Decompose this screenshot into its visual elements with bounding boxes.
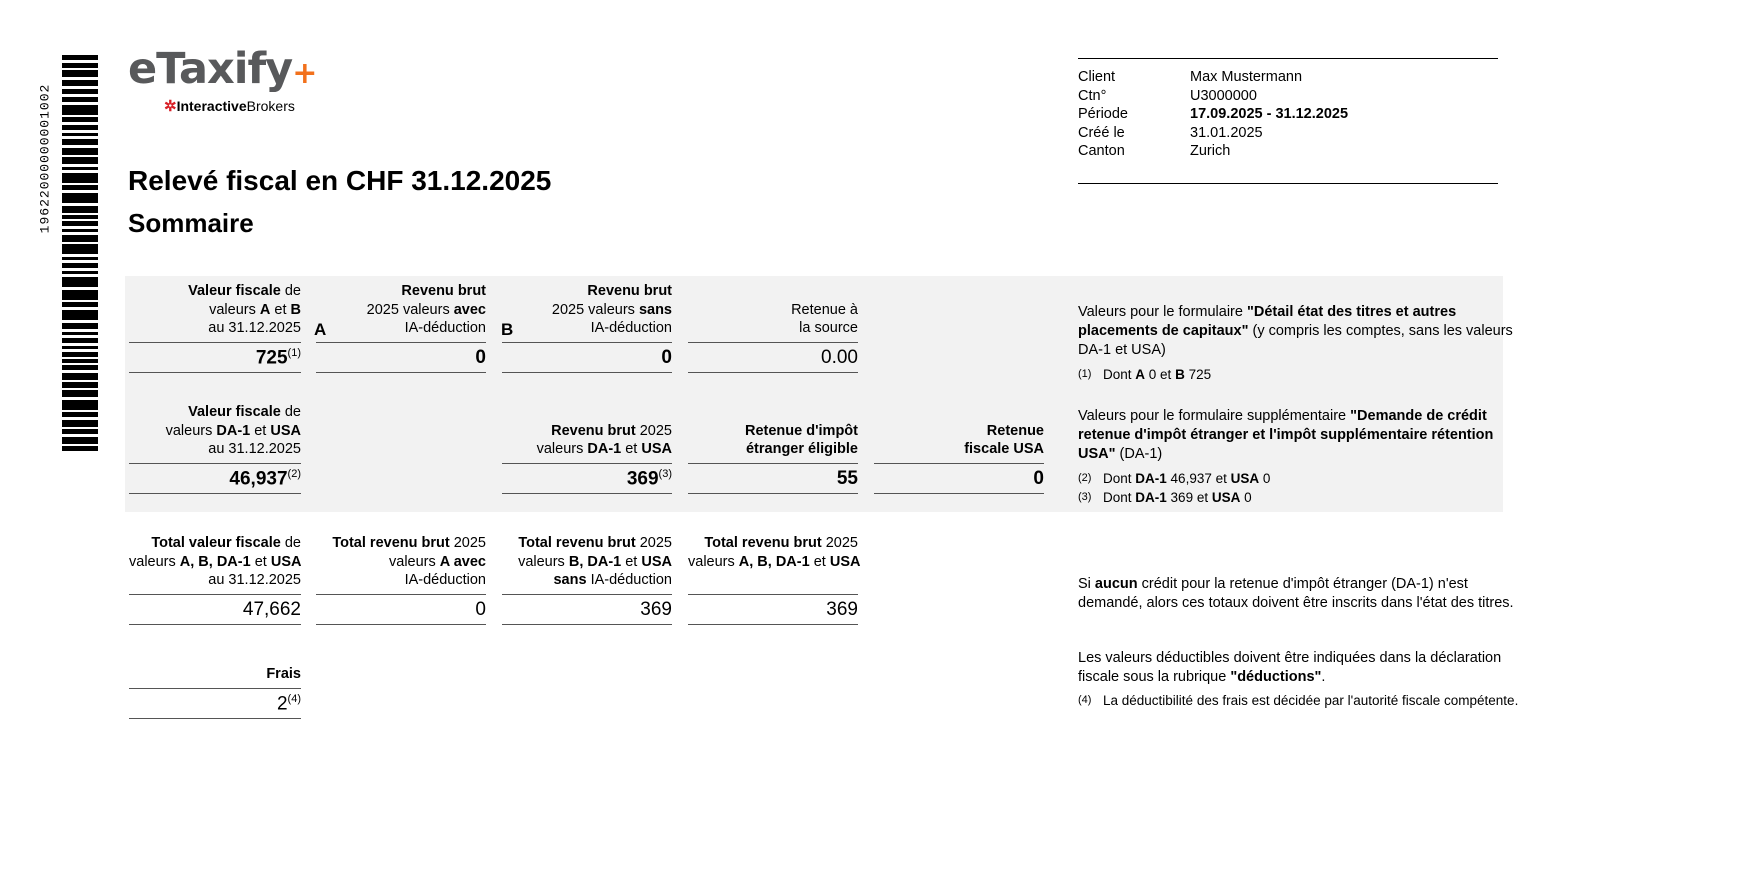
cell-total-revenu-brut-avec: [316, 534, 486, 625]
rb-da1-l2-b: Revenu brut: [551, 422, 636, 439]
cell-total-revenu-brut-all: [688, 534, 861, 625]
vf-da1-l1-rest: de: [280, 404, 301, 420]
note-1-lead: Valeurs pour le formulaire: [1078, 304, 1247, 320]
meta-value-ctn: U3000000: [1190, 87, 1257, 104]
value-valeur-fiscale-da1: [129, 464, 301, 493]
barcode-area: [22, 55, 102, 305]
barcode-bar: [62, 429, 98, 434]
meta-rows: [1078, 59, 1498, 161]
interactive-brokers-logo: [164, 97, 316, 115]
value-revenu-brut-sans: 0: [661, 346, 672, 368]
rb-da1-l3-a: valeurs: [536, 441, 588, 457]
cell-header: [688, 403, 858, 459]
ib-flame-icon: ✲: [164, 98, 177, 115]
footnote-3-text: [1103, 488, 1252, 507]
barcode-bar: [62, 412, 98, 417]
marker-letter-a: A: [314, 320, 327, 339]
meta-label-canton: Canton: [1078, 143, 1125, 159]
footnote-4-text: La déductibilité des frais est décidée par l'autorité fiscale compétente.: [1103, 693, 1519, 708]
note-3-tail: crédit pour la retenue d'impôt étranger (DA-1) n'est demandé, alors ces totaux doivent être inscrits dans l'état des titres.: [1078, 576, 1514, 611]
cell-rule-bottom: [502, 372, 672, 373]
meta-label-client: Client: [1078, 69, 1116, 85]
note-block-4: [1078, 649, 1528, 710]
rb-da1-l3-b1: DA-1: [587, 441, 622, 457]
vf-ab-l2-b1: A: [259, 301, 271, 318]
vf-ab-l2-mid: et: [270, 301, 291, 318]
note-1-tail: (y compris les comptes, sans les valeurs DA-1 et USA): [1078, 323, 1513, 358]
logo-plus-icon: +: [292, 56, 317, 91]
trb-a-l1-bold: Total revenu brut: [332, 535, 450, 551]
footnote-1-mark: (1): [1078, 368, 1092, 380]
ib-prefix: Interactive: [176, 98, 247, 114]
rb-avec-l1: Revenu brut: [401, 283, 486, 299]
cell-header: [129, 403, 301, 459]
footnote-4-mark: (4): [1078, 694, 1092, 706]
trb-all-l2: valeurs A, B, DA-1 et USA: [688, 553, 861, 570]
rb-sans-l1: Revenu brut: [587, 283, 672, 299]
barcode-bar: [62, 229, 98, 232]
barcode-bar: [62, 323, 98, 330]
page-title: Relevé fiscal en CHF 31.12.2025: [128, 165, 552, 196]
tvf-l2: valeurs A, B, DA-1 et USA: [129, 553, 302, 570]
barcode-bar: [62, 332, 98, 335]
cell-rule-bottom: [502, 624, 672, 625]
vf-ab-l2-a: valeurs: [209, 301, 260, 318]
barcode-bar: [62, 193, 98, 203]
rb-da1-l2-r: 2025: [635, 422, 672, 439]
vf-da1-l3: au 31.12.2025: [208, 441, 301, 457]
vf-da1-l2-b1: DA-1: [216, 422, 251, 439]
barcode-bar: [62, 97, 98, 102]
barcode-bar: [62, 373, 98, 380]
vf-ab-l1-rest: de: [280, 283, 301, 299]
barcode-bar: [62, 105, 98, 115]
note-block-1: [1078, 303, 1518, 384]
barcode-bar: [62, 437, 98, 444]
footnote-1-text: [1103, 365, 1211, 384]
barcode-bar: [62, 382, 98, 387]
frais-header: Frais: [266, 666, 301, 682]
cell-valeur-fiscale-ab: [129, 282, 301, 373]
note-2-tail: (DA-1): [1115, 446, 1163, 462]
footnote-ref-1: (1): [287, 346, 301, 359]
barcode-bar: [62, 290, 98, 300]
rfu-l2: Retenue: [986, 422, 1044, 439]
cell-header: [502, 534, 672, 590]
cell-total-valeur-fiscale: [129, 534, 301, 625]
trb-s-l2-b: B, DA-1: [568, 553, 622, 570]
cell-header: [129, 665, 301, 684]
fn1-v2: 725: [1184, 367, 1212, 382]
fn3-b1: DA-1: [1135, 490, 1167, 505]
trb-s-l1-bold: Total revenu brut: [518, 535, 636, 551]
fn3-v1: 369 et: [1166, 490, 1212, 505]
fn2-b2: USA: [1230, 471, 1260, 486]
trb-s-l2-b2: USA: [641, 553, 672, 570]
cell-rule-bottom: [316, 624, 486, 625]
fn1-a: Dont: [1103, 367, 1136, 382]
note-2-form-name: "Demande de crédit retenue d'impôt étranger et l'impôt supplémentaire rétention USA": [1078, 408, 1494, 462]
value-total-revenu-brut-all: 369: [826, 598, 858, 620]
barcode-bar: [62, 185, 98, 190]
vf-da1-l2-b2: USA: [270, 422, 301, 439]
cell-valeur-fiscale-da1: [129, 403, 301, 494]
logo-wordmark: [128, 44, 317, 94]
barcode-bar: [62, 257, 98, 260]
barcode-bar: [62, 263, 98, 268]
note-3-emph: aucun: [1094, 576, 1138, 592]
barcode-bar: [62, 310, 98, 320]
trb-a-l3: IA-déduction: [404, 572, 486, 588]
logo-block: [128, 44, 317, 115]
barcode-bar: [62, 80, 98, 87]
cell-header: [502, 282, 672, 338]
barcode-bar: [62, 55, 98, 60]
fn1-b1: A: [1135, 367, 1146, 382]
trb-a-l2-b: A avec: [439, 553, 486, 570]
rfu-l3: fiscale USA: [964, 441, 1044, 457]
trb-all-l1-rest: 2025: [821, 535, 858, 551]
cell-header: [688, 534, 861, 590]
fn1-b2: B: [1175, 367, 1185, 382]
barcode-bar: [62, 125, 98, 130]
fn2-b1: DA-1: [1135, 471, 1167, 486]
vf-ab-l2-b2: B: [290, 301, 301, 318]
note-1-paragraph: [1078, 303, 1518, 360]
trb-s-l3-r: IA-déduction: [586, 572, 672, 588]
vf-ab-l3: au 31.12.2025: [208, 320, 301, 336]
rb-sans-l3: IA-déduction: [590, 320, 672, 336]
value-valeur-fiscale-ab: [129, 343, 301, 372]
value-retenue-impot-etranger: 55: [836, 467, 858, 489]
cell-revenu-brut-da1: [502, 403, 672, 494]
value-total-revenu-brut-sans: 369: [640, 598, 672, 620]
fn2-v2: 0: [1259, 471, 1271, 486]
fn2-v1: 46,937 et: [1166, 471, 1231, 486]
note-3-lead: Si: [1078, 576, 1095, 592]
cell-retenue-fiscale-usa: [874, 403, 1044, 494]
value-retenue-source: 0.00: [821, 346, 858, 368]
barcode-bars: [62, 55, 98, 305]
barcode-bar: [62, 446, 98, 451]
vf-ab-l1-bold: Valeur fiscale: [188, 283, 281, 299]
footnote-ref-2: (2): [287, 467, 301, 480]
note-2-paragraph: [1078, 407, 1518, 464]
note-4-paragraph: [1078, 649, 1528, 687]
barcode-bar: [62, 359, 98, 362]
meta-label-cree-le: Créé le: [1078, 124, 1125, 141]
barcode-bar: [62, 346, 98, 349]
barcode-bar: [62, 139, 98, 146]
barcode-bar: [62, 215, 98, 218]
value-revenu-brut-da1: [502, 464, 672, 493]
meta-value-client: Max Mustermann: [1190, 69, 1303, 85]
meta-row-periode: [1078, 105, 1498, 124]
trb-all-l1-bold: Total revenu brut: [704, 535, 822, 551]
rie-l2: Retenue d'impôt: [744, 422, 858, 439]
trb-a-l1-rest: 2025: [449, 535, 486, 551]
trb-s-l2-a: valeurs: [518, 553, 569, 570]
cell-rule-bottom: [874, 493, 1044, 494]
barcode-number: 19622000000001002: [37, 83, 53, 234]
trb-a-l2-a: valeurs: [389, 553, 440, 570]
cell-retenue-source: [688, 282, 858, 373]
value-retenue-fiscale-usa: 0: [1033, 467, 1044, 489]
barcode-bar: [62, 148, 98, 155]
cell-revenu-brut-avec: [316, 282, 486, 373]
meta-bottom-rule: [1078, 183, 1498, 184]
meta-row-ctn: [1078, 87, 1498, 106]
cell-header: [874, 403, 1044, 459]
ib-suffix: Brokers: [246, 98, 295, 114]
footnote-2-mark: (2): [1078, 472, 1092, 484]
barcode-bar: [62, 173, 98, 183]
note-4-lead: Les valeurs déductibles doivent être indiquées dans la déclaration fiscale sous la rubrique: [1078, 650, 1502, 685]
value-total-revenu-brut-avec: 0: [475, 598, 486, 620]
rb-avec-l2-b: avec: [453, 301, 486, 318]
logo-wordmark-text: eTaxify: [128, 44, 293, 94]
cell-header: [316, 282, 486, 338]
value-text: 725: [255, 346, 288, 368]
cell-frais: [129, 665, 301, 719]
cell-header: [129, 534, 301, 590]
meta-value-cree-le: 31.01.2025: [1190, 124, 1263, 141]
meta-row-cree-le: [1078, 124, 1498, 143]
tvf-l3: au 31.12.2025: [208, 572, 301, 588]
barcode-bar: [62, 167, 98, 170]
trb-s-l3-b: sans: [553, 572, 587, 588]
footnote-ref-4: (4): [287, 692, 301, 705]
page-subtitle: Sommaire: [128, 208, 254, 238]
cell-total-revenu-brut-sans: [502, 534, 672, 625]
note-1-form-name: "Détail état des titres et autres placements de capitaux": [1078, 304, 1457, 339]
fn3-b2: USA: [1211, 490, 1241, 505]
note-4-tail: .: [1321, 669, 1326, 685]
vf-da1-l1-bold: Valeur fiscale: [188, 404, 281, 420]
barcode-bar: [62, 235, 98, 242]
trb-s-l2-r: et: [621, 553, 642, 570]
note-3-paragraph: [1078, 575, 1528, 613]
fn3-v2: 0: [1240, 490, 1252, 505]
note-block-3: [1078, 575, 1528, 613]
rb-da1-l3-mid: et: [621, 441, 642, 457]
note-4-emph: "déductions": [1230, 669, 1322, 685]
marker-letter-b: B: [501, 320, 514, 339]
footnote-3: [1078, 488, 1518, 507]
rb-sans-l2-b: sans: [638, 301, 672, 318]
footnote-3-mark: (3): [1078, 491, 1092, 503]
barcode-bar: [62, 271, 98, 274]
vf-da1-l2-mid: et: [250, 422, 271, 439]
cell-rule-bottom: [502, 493, 672, 494]
client-meta-block: [1078, 58, 1498, 184]
note-2-lead: Valeurs pour le formulaire supplémentaire: [1078, 408, 1351, 424]
meta-label-periode: Période: [1078, 106, 1128, 122]
rs-l2: Retenue à: [791, 301, 858, 318]
tvf-l1-rest: de: [280, 535, 301, 551]
meta-row-client: [1078, 68, 1498, 87]
footnote-2-text: [1103, 469, 1270, 488]
cell-rule-bottom: [688, 624, 858, 625]
barcode-bar: [62, 302, 98, 307]
value-revenu-brut-avec: 0: [475, 346, 486, 368]
cell-retenue-impot-etranger: [688, 403, 858, 494]
footnote-2: [1078, 469, 1518, 488]
barcode-bar: [62, 390, 98, 397]
fn2-a: Dont: [1103, 471, 1136, 486]
rb-da1-l3-b2: USA: [641, 441, 672, 457]
note-block-2: [1078, 407, 1518, 507]
cell-header: [502, 403, 672, 459]
value-text: 369: [626, 467, 659, 489]
value-text: 46,937: [229, 467, 288, 489]
cell-rule-bottom: [129, 493, 301, 494]
rs-l3: la source: [799, 320, 858, 336]
value-text: 2: [276, 692, 288, 714]
barcode-bar: [62, 157, 98, 164]
cell-rule-bottom: [688, 372, 858, 373]
barcode-bar: [62, 352, 98, 357]
barcode-bar: [62, 221, 98, 226]
cell-rule-bottom: [316, 372, 486, 373]
cell-header: [316, 534, 486, 590]
barcode-bar: [62, 365, 98, 370]
meta-row-canton: [1078, 142, 1498, 161]
value-total-valeur-fiscale: 47,662: [242, 598, 301, 620]
fn3-a: Dont: [1103, 490, 1136, 505]
rb-sans-l2-a: 2025 valeurs: [551, 301, 639, 318]
cell-rule-bottom: [688, 493, 858, 494]
meta-label-ctn: Ctn°: [1078, 87, 1107, 104]
footnote-ref-3: (3): [658, 467, 672, 480]
cell-rule-bottom: [129, 718, 301, 719]
vf-da1-l2-a: valeurs: [165, 422, 217, 439]
barcode-bar: [62, 277, 98, 287]
meta-value-periode: 17.09.2025 - 31.12.2025: [1190, 106, 1349, 122]
cell-revenu-brut-sans: [502, 282, 672, 373]
cell-header: [129, 282, 301, 338]
barcode-bar: [62, 89, 98, 94]
rb-avec-l3: IA-déduction: [404, 320, 486, 336]
footnote-4: [1078, 691, 1528, 710]
trb-s-l1-rest: 2025: [635, 535, 672, 551]
barcode-bar: [62, 117, 98, 122]
tvf-l1-bold: Total valeur fiscale: [151, 535, 281, 551]
barcode-bar: [62, 206, 98, 213]
cell-rule-bottom: [129, 624, 301, 625]
cell-rule-bottom: [129, 372, 301, 373]
barcode-bar: [62, 244, 98, 254]
barcode-bar: [62, 133, 98, 136]
barcode-bar: [62, 63, 98, 68]
footnote-1: [1078, 365, 1518, 384]
value-frais: [129, 689, 301, 718]
meta-value-canton: Zurich: [1190, 143, 1231, 159]
cell-header: [688, 282, 858, 338]
barcode-bar: [62, 70, 98, 77]
barcode-bar: [62, 338, 98, 343]
rie-l3: étranger éligible: [745, 441, 858, 457]
barcode-bar: [62, 420, 98, 427]
barcode-bar: [62, 400, 98, 410]
rb-avec-l2-a: 2025 valeurs: [366, 301, 454, 318]
fn1-v1: 0 et: [1145, 367, 1176, 382]
